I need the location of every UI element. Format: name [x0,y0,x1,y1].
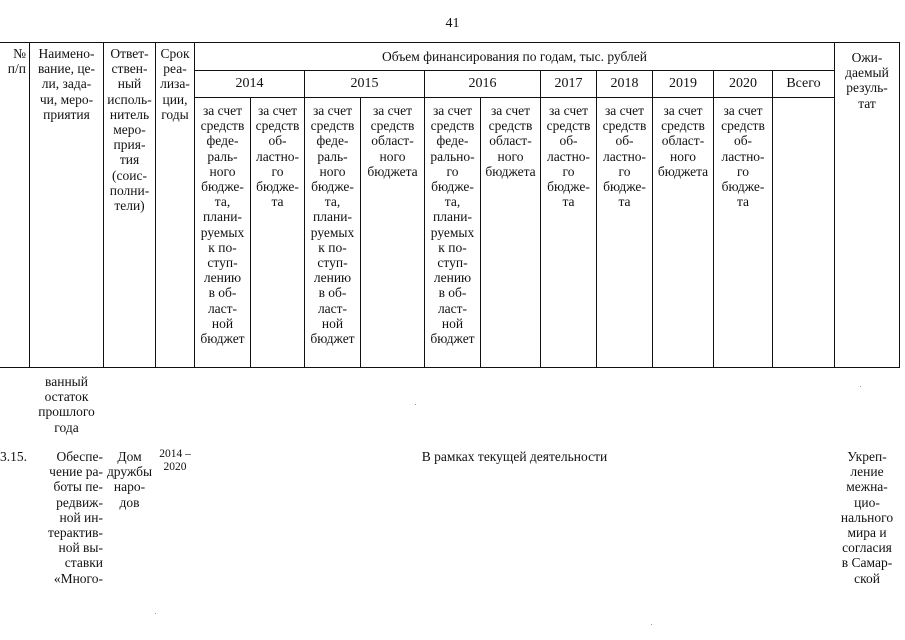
continuation-name: ванный остаток прошлого года [38,374,95,435]
year-2017: 2017 [554,76,583,91]
year-2015: 2015 [350,76,379,91]
funding-title-underline [194,70,834,71]
sub-obl-2020: за счет средств об- ластно- го бюдже- та [721,103,765,210]
year-divider [772,70,773,367]
year-2018: 2018 [610,76,639,91]
year-2016: 2016 [468,76,497,91]
header-col-name: Наимено- вание, це- ли, зада- чи, меро- приятия [37,46,96,122]
sub-fed-2016: за счет средств феде- рально- го бюдже- та, плани- руемых к по- ступ- лению в об- ласт- ной бюджет [430,103,475,347]
year-2020: 2020 [729,76,757,91]
year-2019: 2019 [669,76,697,91]
scan-speck [651,624,652,625]
row-term: 2014 – 2020 [159,448,191,473]
sub-obl-2017: за счет средств об- ластно- го бюдже- та [546,103,591,210]
sub-obl-2019: за счет средств област- ного бюджета [657,103,709,179]
scan-speck [415,404,416,405]
table-top-border [0,42,900,43]
row-funding-note: В рамках текущей деятельности [421,449,608,464]
table-right-border [899,42,900,367]
row-name: Обеспе- чение ра- боты пе- редвиж- ной ин- терактив- ной вы- ставки «Много- [47,449,103,586]
year-2014: 2014 [235,76,264,91]
header-bottom-border [0,367,900,368]
sub-obl-2014: за счет средств об- ластно- го бюдже- та [255,103,300,210]
sub-fed-2015: за счет средств феде- раль- ного бюдже- та, плани- руемых к по- ступ- лению в об- ласт- ной бюджет [310,103,355,347]
header-col-responsible: Ответ- ствен- ный исполь- нитель меро- прия- тия (соис- полни- тели) [107,46,152,214]
row-responsible: Дом дружбы наро- дов [106,449,153,510]
sub-obl-2016: за счет средств област- ного бюджета [485,103,536,179]
page-number: 41 [445,16,460,31]
header-col-number: № п/п [7,46,26,77]
scan-speck [155,613,156,614]
row-result: Укреп- ление межна- цио- нального мира и согласия в Самар- ской [840,449,894,586]
scan-speck [860,386,861,387]
sub-obl-2015: за счет средств област- ного бюджета [367,103,418,179]
header-col-funding: Объем финансирования по годам, тыс. рублей [382,49,647,64]
row-number: 3.15. [0,449,27,464]
year-total: Всего [786,76,821,91]
header-col-result: Ожи- даемый резуль- тат [845,50,889,111]
years-underline [194,97,834,98]
sub-obl-2018: за счет средств об- ластно- го бюдже- та [602,103,647,210]
header-col-term: Срок реа- лиза- ции, годы [160,46,190,122]
sub-fed-2014: за счет средств феде- раль- ного бюдже- та, плани- руемых к по- ступ- лению в об- ласт- ной бюджет [200,103,245,347]
